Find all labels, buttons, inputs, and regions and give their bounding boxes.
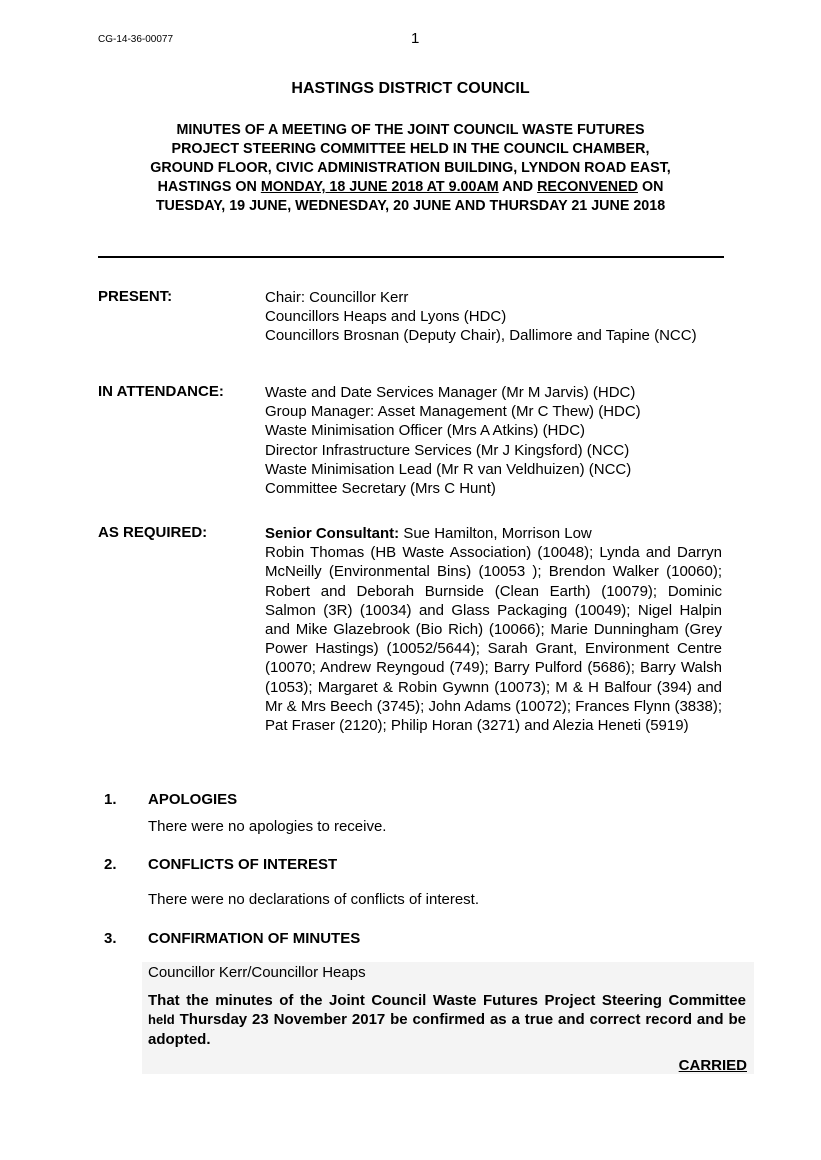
item-number: 2. (104, 856, 117, 873)
resolution-text (148, 991, 746, 1049)
consultant-name: Sue Hamilton, Morrison Low (399, 525, 592, 542)
item-text: There were no apologies to receive. (148, 818, 387, 835)
attendee-line: Committee Secretary (Mrs C Hunt) (265, 480, 496, 498)
in-attendance-label: IN ATTENDANCE: (98, 383, 224, 400)
item-number: 3. (104, 930, 117, 947)
reconvened-text: RECONVENED (537, 179, 638, 195)
item-heading-conflicts: CONFLICTS OF INTEREST (148, 856, 338, 873)
subtitle-line-3: GROUND FLOOR, CIVIC ADMINISTRATION BUILDING, LYNDON ROAD EAST, (150, 160, 671, 176)
present-list (265, 288, 722, 346)
document-reference: CG-14-36-00077 (98, 34, 174, 45)
subtitle-text: AND (498, 179, 538, 195)
present-label: PRESENT: (98, 288, 173, 305)
item-text: There were no declarations of conflicts of interest. (148, 891, 479, 908)
attendee-line: Group Manager: Asset Management (Mr C Thew) (HDC) (265, 403, 641, 421)
as-required-list (265, 524, 722, 735)
mover-seconder: Councillor Kerr/Councillor Heaps (148, 964, 366, 981)
item-number: 1. (104, 791, 117, 808)
attendee-line: Waste Minimisation Officer (Mrs A Atkins) (HDC) (265, 422, 586, 440)
item-heading-apologies: APOLOGIES (148, 791, 238, 808)
present-line: Chair: Councillor Kerr (265, 289, 409, 306)
subtitle-line-2: PROJECT STEERING COMMITTEE HELD IN THE COUNCIL CHAMBER, (171, 141, 650, 157)
subtitle-line-1: MINUTES OF A MEETING OF THE JOINT COUNCIL WASTE FUTURES (176, 122, 645, 138)
as-required-label: AS REQUIRED: (98, 524, 208, 541)
consultant-line (265, 524, 722, 543)
consultant-label: Senior Consultant: (265, 525, 400, 542)
subtitle-line-5: TUESDAY, 19 JUNE, WEDNESDAY, 20 JUNE AND THURSDAY 21 JUNE 2018 (155, 198, 666, 214)
attendee-line: Waste and Date Services Manager (Mr M Jarvis) (HDC) (265, 384, 636, 401)
subtitle-text: ON (637, 179, 664, 195)
item-heading-confirmation: CONFIRMATION OF MINUTES (148, 930, 361, 947)
attendee-line: Director Infrastructure Services (Mr J Kingsford) (NCC) (265, 441, 630, 459)
submitters-text: Robin Thomas (HB Waste Association) (10048); Lynda and Darryn McNeilly (Environmental Bins) (10053 ); Brendon Walker (10060); Robert and Deborah Burnside (Clean Earth) (10079); Dominic Salmon (3R) (10034) and Glass Packaging (10049); Nigel Halpin and Mike Glazebrook (Bio Rich) (10066); Marie Dunningham (Grey Power Hastings) (10052/5644); Sarah Grant, Environment Centre (10070; Andrew Reyngoud (749); Barry Pulford (5686); Barry Walsh (1053); Margaret & Robin Gywnn (10073); M & H Balfour (394) and Mr & Mrs Beech (3745); John Adams (10072); Frances Flynn (3838); Pat Fraser (2120); Philip Horan (3271) and Alezia Heneti (5919) (265, 544, 722, 735)
meeting-date: MONDAY, 18 JUNE 2018 AT 9.00AM (260, 179, 499, 195)
attendee-line: Waste Minimisation Lead (Mr R van Veldhuizen) (NCC) (265, 460, 632, 478)
page-number: 1 (411, 30, 420, 47)
subtitle-text: HASTINGS ON (157, 179, 261, 195)
carried-status: CARRIED (678, 1057, 747, 1074)
resolution-held: held (148, 1012, 175, 1028)
header-divider (98, 256, 724, 258)
subtitle-line-4 (100, 178, 721, 197)
present-line: Councillors Heaps and Lyons (HDC) (265, 308, 507, 326)
resolution-part: That the minutes of the Joint Council Waste Futures Project Steering Committee (148, 992, 746, 1009)
meeting-subtitle (100, 121, 721, 216)
resolution-part: Thursday 23 November 2017 be confirmed as a true and correct record and be adopted. (148, 1011, 746, 1048)
in-attendance-list (265, 383, 722, 498)
council-title: HASTINGS DISTRICT COUNCIL (291, 80, 530, 97)
present-line: Councillors Brosnan (Deputy Chair), Dallimore and Tapine (NCC) (265, 327, 697, 345)
